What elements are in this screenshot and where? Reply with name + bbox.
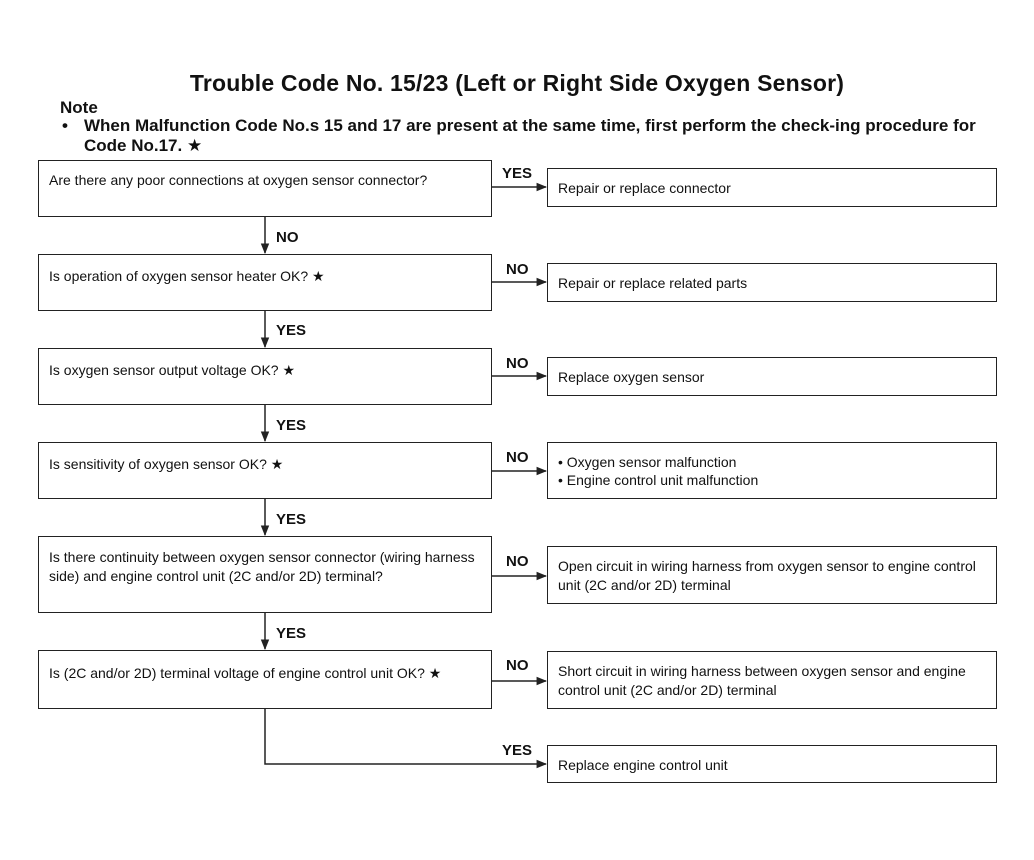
edge-label-no-5: NO bbox=[506, 553, 529, 570]
result-box-4 bbox=[547, 442, 997, 499]
result-box-1 bbox=[547, 168, 997, 207]
result-text-6: Short circuit in wiring harness between oxygen sensor and engine control unit (2C and/or 2D) terminal bbox=[558, 663, 966, 698]
question-box-5 bbox=[38, 536, 492, 613]
edge-label-yes-4: YES bbox=[276, 511, 307, 528]
question-text-2: Is operation of oxygen sensor heater OK? ★ bbox=[49, 268, 325, 284]
note-bullet: • bbox=[62, 116, 68, 135]
result-box-3 bbox=[547, 357, 997, 396]
result-4-item-2: • Engine control unit malfunction bbox=[558, 472, 759, 488]
edge-label-no-4: NO bbox=[506, 449, 529, 466]
note-label: Note bbox=[60, 98, 98, 117]
question-box-6 bbox=[38, 650, 492, 709]
question-box-3 bbox=[38, 348, 492, 405]
edge-label-no-2: NO bbox=[506, 261, 529, 278]
question-text-1: Are there any poor connections at oxygen sensor connector? bbox=[49, 172, 428, 188]
question-text-5: Is there continuity between oxygen sensor connector (wiring harness side) and engine control unit (2C and/or 2D) terminal? bbox=[49, 549, 475, 584]
result-box-5 bbox=[547, 546, 997, 604]
result-box-2 bbox=[547, 263, 997, 302]
edge-label-no-3: NO bbox=[506, 355, 529, 372]
question-box-4 bbox=[38, 442, 492, 499]
result-text-7: Replace engine control unit bbox=[558, 757, 728, 773]
edge-label-yes-3: YES bbox=[276, 417, 307, 434]
edge-label-yes-1: YES bbox=[502, 165, 533, 182]
edge-label-no-6: NO bbox=[506, 657, 529, 674]
edge-label-yes-6: YES bbox=[502, 742, 533, 759]
edge-label-yes-5: YES bbox=[276, 625, 307, 642]
bullet: • bbox=[558, 454, 563, 470]
result-box-6 bbox=[547, 651, 997, 709]
result-text-3: Replace oxygen sensor bbox=[558, 369, 705, 385]
result-text-5: Open circuit in wiring harness from oxygen sensor to engine control unit (2C and/or 2D) terminal bbox=[558, 558, 976, 593]
question-text-3: Is oxygen sensor output voltage OK? ★ bbox=[49, 362, 296, 378]
edge-label-no-1: NO bbox=[276, 229, 299, 246]
diagram-title: Trouble Code No. 15/23 (Left or Right Side Oxygen Sensor) bbox=[189, 70, 845, 96]
result-text-1: Repair or replace connector bbox=[558, 180, 731, 196]
result-4-item-1: • Oxygen sensor malfunction bbox=[558, 454, 737, 470]
question-box-1 bbox=[38, 160, 492, 217]
question-box-2 bbox=[38, 254, 492, 311]
note-body: When Malfunction Code No.s 15 and 17 are present at the same time, first perform the check-ing procedure for Code No.17. ★ bbox=[84, 116, 976, 155]
question-text-4: Is sensitivity of oxygen sensor OK? ★ bbox=[49, 456, 284, 472]
result-box-7 bbox=[547, 745, 997, 783]
edge-label-yes-2: YES bbox=[276, 322, 307, 339]
bullet: • bbox=[558, 472, 563, 488]
question-text-6: Is (2C and/or 2D) terminal voltage of engine control unit OK? ★ bbox=[49, 665, 442, 681]
result-text-2: Repair or replace related parts bbox=[558, 275, 748, 291]
